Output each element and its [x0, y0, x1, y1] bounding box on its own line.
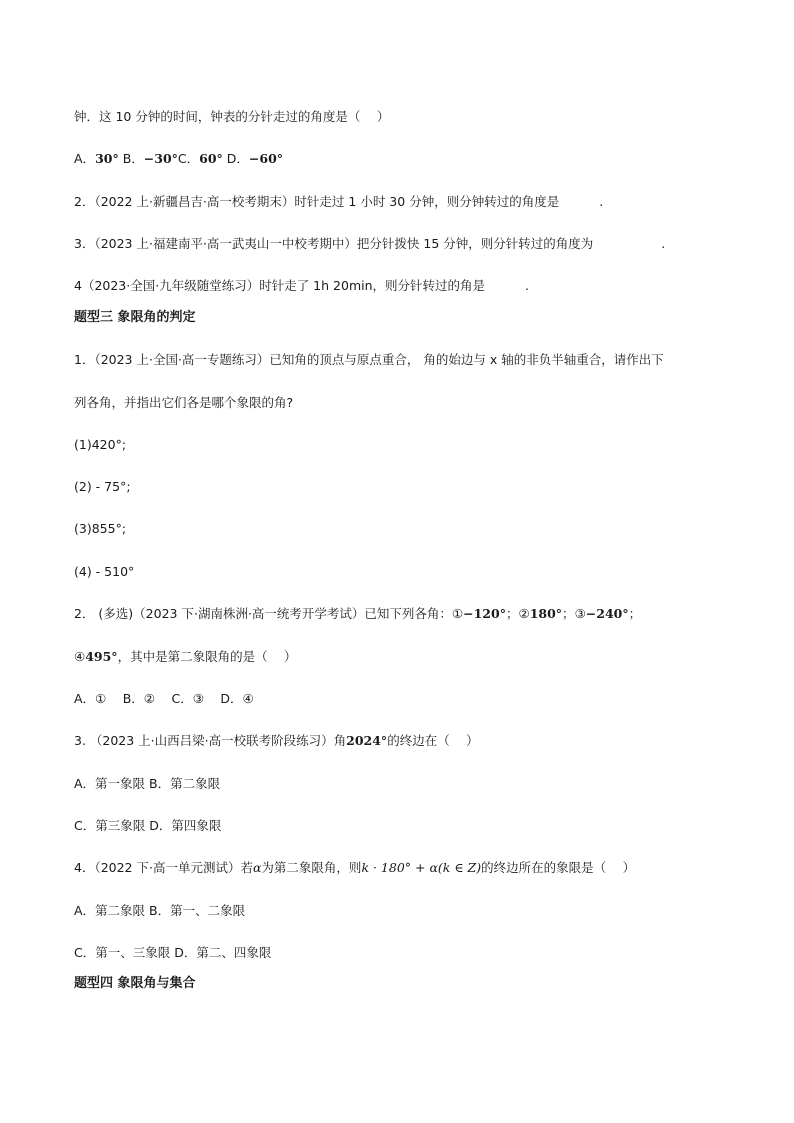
question-3-end: . — [661, 236, 666, 251]
q3-options-1: A．第一象限 B．第二象限 — [74, 776, 221, 791]
q2-stem: 2． (多选)（2023 下·湖南株洲·高一统考开学考试）已知下列各角： — [74, 606, 452, 621]
q3-pre: 3. （2023 上·山西吕梁·高一校联考阶段练习）角 — [74, 733, 347, 748]
option-a-value: 30° — [95, 151, 119, 166]
option-d-value: −60° — [248, 151, 284, 166]
question-4-text: 4（2023·全国·九年级随堂练习）时针走了 1h 20min，则分针转过的角是 — [74, 278, 486, 293]
section-heading-4: 题型四 象限角与集合 — [74, 976, 196, 991]
question-4-end: . — [525, 278, 529, 293]
q2-rest: ，其中是第二象限角的是（ ） — [117, 649, 297, 664]
circled-4: ④ — [74, 649, 86, 664]
angle-1: −120° — [463, 606, 506, 621]
q3-stem — [74, 733, 479, 749]
q4-expression: k · 180° + α(k ∈ Z) — [361, 860, 482, 875]
separator: ； — [628, 606, 642, 621]
q2-line-2 — [74, 649, 297, 665]
q1-item-3: (3)855°; — [74, 521, 127, 536]
q1-item-2: (2) - 75°; — [74, 479, 131, 494]
question-3-text: 3．（2023 上·福建南平·高一武夷山一中校考期中）把分针拨快 15 分钟，则分针转过的角度为 — [74, 236, 594, 251]
circled-1: ① — [451, 606, 464, 621]
question-2 — [74, 194, 603, 210]
question-2-end: . — [599, 194, 604, 209]
q1-line-2: 列各角，并指出它们各是哪个象限的角? — [74, 395, 294, 410]
separator: ； — [562, 606, 575, 621]
circled-2: ② — [518, 606, 530, 621]
angle-2: 180° — [529, 606, 563, 621]
q3-angle: 2024° — [346, 733, 388, 748]
question-stem: 钟．这 10 分钟的时间，钟表的分针走过的角度是（ ） — [74, 109, 390, 124]
option-b-value: −30° — [143, 151, 178, 166]
question-4 — [74, 278, 529, 294]
q4-pre: 4．（2022 下·高一单元测试）若 — [74, 860, 253, 875]
q4-post: 的终边所在的象限是（ ） — [481, 860, 636, 875]
angle-3: −240° — [585, 606, 629, 621]
option-b-label: B． — [118, 151, 144, 166]
q4-options-1: A．第二象限 B．第一、二象限 — [74, 903, 246, 918]
q1-item-1: (1)420°; — [74, 437, 127, 452]
q1-line-1: 1．（2023 上·全国·高一专题练习）已知角的顶点与原点重合， 角的始边与 x 轴的非负半轴重合，请作出下 — [74, 352, 664, 367]
question-3 — [74, 236, 665, 252]
question-text — [74, 109, 389, 125]
q4-stem — [74, 860, 635, 876]
answer-options — [74, 151, 283, 167]
option-d-label: D． — [222, 151, 249, 166]
angle-4: 495° — [85, 649, 118, 664]
q2-options: A．① B．② C．③ D．④ — [74, 691, 254, 706]
option-a-label: A． — [74, 151, 96, 166]
q3-post: 的终边在（ ） — [387, 733, 479, 748]
option-c-label: C． — [177, 151, 200, 166]
q3-options-2: C．第三象限 D．第四象限 — [74, 818, 222, 833]
q4-options-2: C．第一、三象限 D．第二、四象限 — [74, 945, 272, 960]
q4-mid: 为第二象限角，则 — [261, 860, 362, 875]
q2-line-1 — [74, 606, 641, 622]
question-2-text: 2．（2022 上·新疆昌吉·高一校考期末）时针走过 1 小时 30 分钟，则分钟转过的角度是 — [74, 194, 560, 209]
option-c-value: 60° — [199, 151, 223, 166]
separator: ； — [505, 606, 519, 621]
q4-alpha: α — [252, 860, 262, 875]
circled-3: ③ — [574, 606, 586, 621]
q1-item-4: (4) - 510° — [74, 564, 135, 579]
section-heading-3: 题型三 象限角的判定 — [74, 310, 196, 325]
